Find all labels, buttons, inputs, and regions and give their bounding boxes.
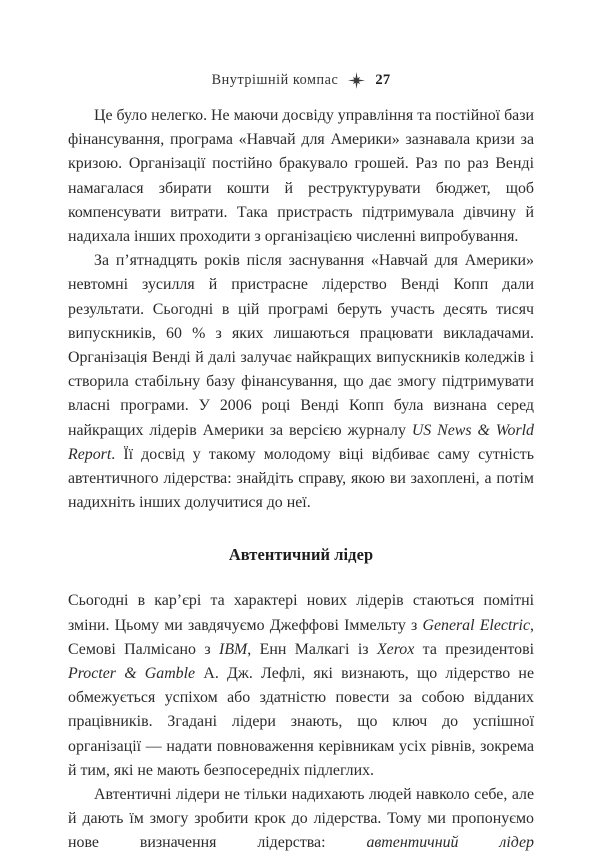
italic-run: Xerox xyxy=(376,640,415,658)
running-header-title: Внутрішній компас xyxy=(211,71,339,88)
paragraph xyxy=(68,783,534,856)
italic-run: Procter & Gamble xyxy=(68,665,196,683)
text-run: , Енн Малкагі із xyxy=(247,640,377,658)
text-run: За п’ятнадцять років після заснування «Навчай для Америки» невтомні зусилля й пристрасне лідерство Венді Копп дали результати. Сьогодні в цій програмі беруть участь десять тисяч випускників, 60 % з яких лишаються працювати викладачами. Організація Венді й далі залучає найкращих випускників коледжів і створила стабільну базу фінансування, що дає змогу підтримувати власні програми. У 2006 році Венді Копп була визнана серед найкращих лідерів Америки за версією журналу xyxy=(68,252,534,439)
italic-run: US News & World Report xyxy=(68,421,534,463)
compass-star-icon xyxy=(347,71,366,90)
text-run: Сьогодні в кар’єрі та характері нових лідерів стаються помітні зміни. Цьому ми завдячуємо Джеффові Іммельту з xyxy=(68,592,534,634)
heading-spacer-above xyxy=(68,515,534,543)
section-heading: Автентичний лідер xyxy=(228,545,374,565)
paragraph xyxy=(68,589,534,783)
italic-run: General Electric xyxy=(422,616,531,634)
paragraph xyxy=(68,104,534,249)
running-header xyxy=(68,68,534,92)
heading-spacer-below xyxy=(68,567,534,589)
text-block xyxy=(68,104,534,856)
text-run: Автентичні лідери не тільки надихають людей навколо себе, але й дають їм змогу зробити крок до лідерства. Тому ми пропонуємо нове визначення лідерства: xyxy=(68,786,534,852)
text-run: , Семові Палмісано з xyxy=(68,616,534,658)
paragraph xyxy=(68,249,534,515)
text-run: . Її досвід у такому молодому віці відбиває саму сутність автентичного лідерства: знайдіть справу, якою ви захоплені, а потім надихніть інших долучитися до неї. xyxy=(68,445,534,512)
italic-run: автентичний лідер xyxy=(366,834,535,852)
italic-run: IBM xyxy=(219,640,248,658)
page-number: 27 xyxy=(375,71,391,88)
text-run: та президентові xyxy=(414,640,534,658)
text-run: А. Дж. Лефлі, які визнають, що лідерство не обмежується успіхом або здатністю повести за собою відданих працівників. Згадані лідери знають, що ключ до успішної організації — надати повноваження керівникам усіх рівнів, зокрема й тим, які не мають безпосередніх підлеглих. xyxy=(68,665,534,779)
text-run: Це було нелегко. Не маючи досвіду управління та постійної бази фінансування, програма «Навчай для Америки» зазнавала кризи за кризою. Організації постійно бракувало грошей. Раз по раз Венді намагалася збирати кошти й реструктурувати бюджет, щоб компенсувати витрати. Така пристрасть підтримувала дівчину й надихала інших проходити з організацією численні випробування. xyxy=(68,107,534,246)
